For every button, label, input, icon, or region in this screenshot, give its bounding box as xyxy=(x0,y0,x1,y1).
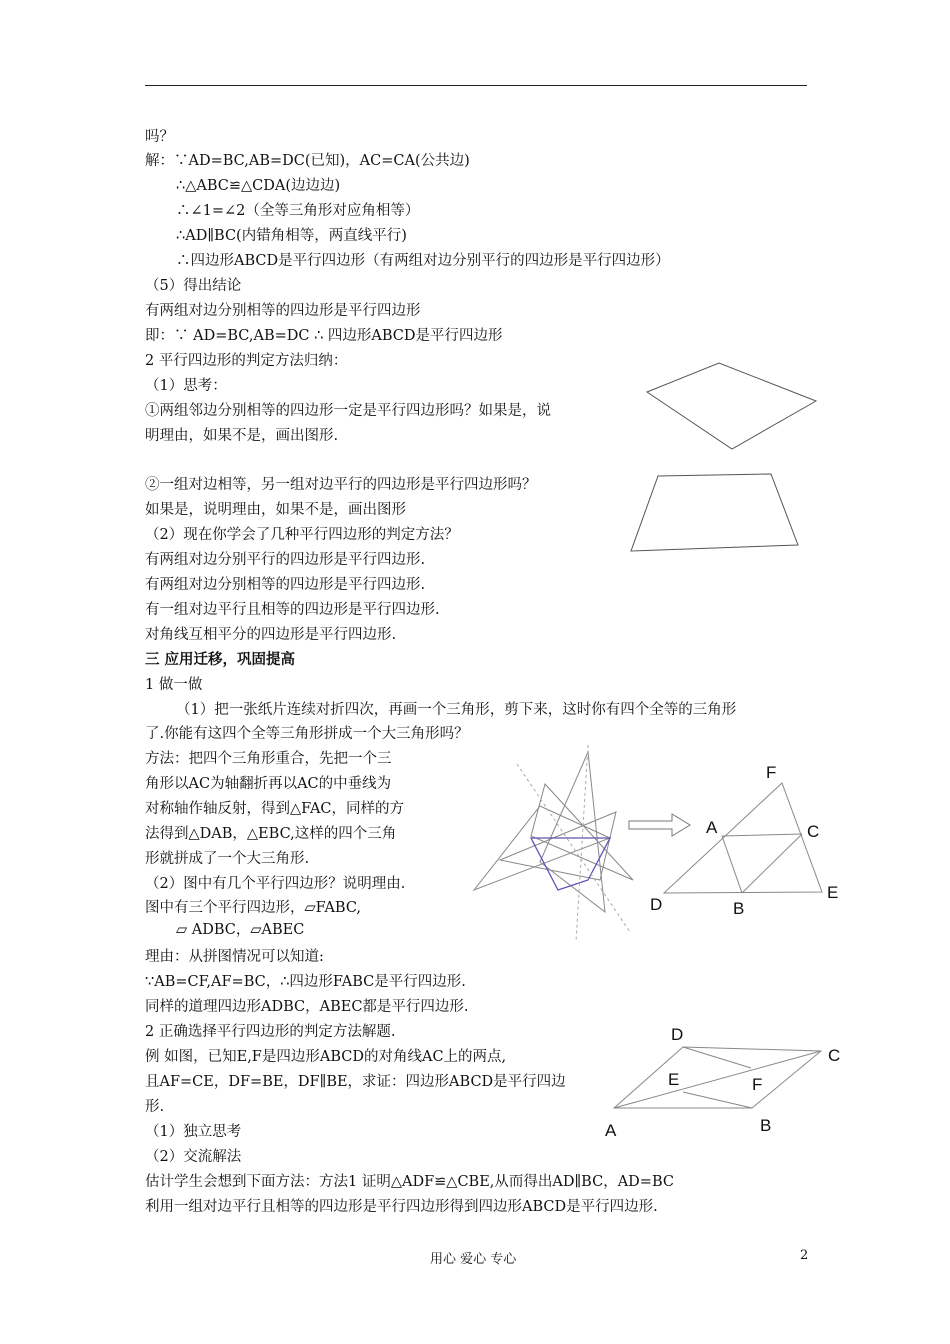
text-line: 利用一组对边平行且相等的四边形是平行四边形得到四边形ABCD是平行四边形. xyxy=(145,1199,658,1215)
label-C: C xyxy=(828,1046,841,1065)
text-line: 1 做一做 xyxy=(145,677,203,693)
segment-EB xyxy=(683,1092,752,1108)
text-line: ∵AB=CF,AF=BC，∴四边形FABC是平行四边形. xyxy=(145,974,466,990)
page-number: 2 xyxy=(800,1248,809,1263)
text-line: （2）现在你学会了几种平行四边形的判定方法？ xyxy=(145,527,459,543)
label-A: A xyxy=(605,1121,617,1140)
text-line: （1）独立思考 xyxy=(145,1124,242,1140)
text-line: 有一组对边平行且相等的四边形是平行四边形. xyxy=(145,602,440,618)
text-line: 对角线互相平分的四边形是平行四边形. xyxy=(145,627,397,643)
text-line: 形就拼成了一个大三角形. xyxy=(145,851,310,867)
text-line: 吗？ xyxy=(145,129,174,145)
text-line: 解：∵AD=BC,AB=DC(已知)，AC=CA(公共边) xyxy=(145,153,470,169)
text-line: （1）把一张纸片连续对折四次，再画一个三角形，剪下来，这时你有四个全等的三角形 xyxy=(176,702,737,718)
label-F: F xyxy=(752,1075,763,1094)
text-line: 即：∵ AD=BC,AB=DC ∴ 四边形ABCD是平行四边形 xyxy=(145,328,503,344)
text-line: 如果是，说明理由，如果不是，画出图形 xyxy=(145,502,406,518)
label-D: D xyxy=(671,1025,684,1044)
text-line: 图中有三个平行四边形，▱FABC, xyxy=(145,900,362,916)
footer-motto: 用心 爱心 专心 xyxy=(430,1252,517,1267)
text-line: ∴∠1=∠2（全等三角形对应角相等） xyxy=(176,203,420,219)
text-line: ∴AD∥BC(内错角相等，两直线平行) xyxy=(176,228,407,244)
text-line: ▱ ADBC，▱ABEC xyxy=(176,922,305,938)
text-line: （5）得出结论 xyxy=(145,278,242,294)
text-line: 2 正确选择平行四边形的判定方法解题. xyxy=(145,1024,396,1040)
quadrilateral-outline xyxy=(614,1047,821,1108)
label-F: F xyxy=(766,763,777,782)
text-line: 2 平行四边形的判定方法归纳： xyxy=(145,353,348,369)
text-line: ∴△ABC≌△CDA(边边边) xyxy=(176,178,341,194)
label-D: D xyxy=(650,895,663,914)
text-line: 理由：从拼图情况可以知道: xyxy=(145,949,324,965)
segment-DF xyxy=(683,1047,751,1068)
text-line: ①两组邻边分别相等的四边形一定是平行四边形吗？如果是，说 xyxy=(145,403,551,419)
text-line: 例 如图，已知E,F是四边形ABCD的对角线AC上的两点, xyxy=(145,1049,507,1065)
text-line: 角形以AC为轴翻折再以AC的中垂线为 xyxy=(145,776,392,792)
section-heading: 三 应用迁移，巩固提高 xyxy=(145,652,296,668)
text-line: （1）思考： xyxy=(145,378,227,394)
text-line: （2）图中有几个平行四边形？说明理由. xyxy=(145,876,406,892)
text-line: 估计学生会想到下面方法：方法1 证明△ADF≌△CBE,从而得出AD∥BC，AD=BC xyxy=(145,1174,674,1190)
text-line: 有两组对边分别相等的四边形是平行四边形. xyxy=(145,577,426,593)
label-A: A xyxy=(706,818,718,837)
text-line: 法得到△DAB，△EBC,这样的四个三角 xyxy=(145,826,397,842)
label-E: E xyxy=(827,883,839,902)
label-B: B xyxy=(760,1116,772,1135)
label-E: E xyxy=(668,1070,680,1089)
text-line: 且AF=CE，DF=BE，DF∥BE，求证：四边形ABCD是平行四边 xyxy=(145,1074,566,1090)
diagonal-AC xyxy=(614,1051,821,1108)
text-line: 方法：把四个三角形重合，先把一个三 xyxy=(145,751,392,767)
text-line: ②一组对边相等，另一组对边平行的四边形是平行四边形吗？ xyxy=(145,477,537,493)
text-line: （2）交流解法 xyxy=(145,1149,242,1165)
label-C: C xyxy=(807,822,820,841)
text-line: 有两组对边分别平行的四边形是平行四边形. xyxy=(145,552,426,568)
text-line: 对称轴作轴反射，得到△FAC，同样的方 xyxy=(145,801,405,817)
text-line: 了.你能有这四个全等三角形拼成一个大三角形吗？ xyxy=(145,726,469,742)
text-line: 明理由，如果不是，画出图形. xyxy=(145,428,339,444)
label-B: B xyxy=(733,899,745,918)
text-line: 形. xyxy=(145,1099,165,1115)
text-line: 同样的道理四边形ADBC，ABEC都是平行四边形. xyxy=(145,999,469,1015)
text-line: 有两组对边分别相等的四边形是平行四边形 xyxy=(145,303,421,319)
text-line: ∴四边形ABCD是平行四边形（有两组对边分别平行的四边形是平行四边形） xyxy=(176,253,670,269)
